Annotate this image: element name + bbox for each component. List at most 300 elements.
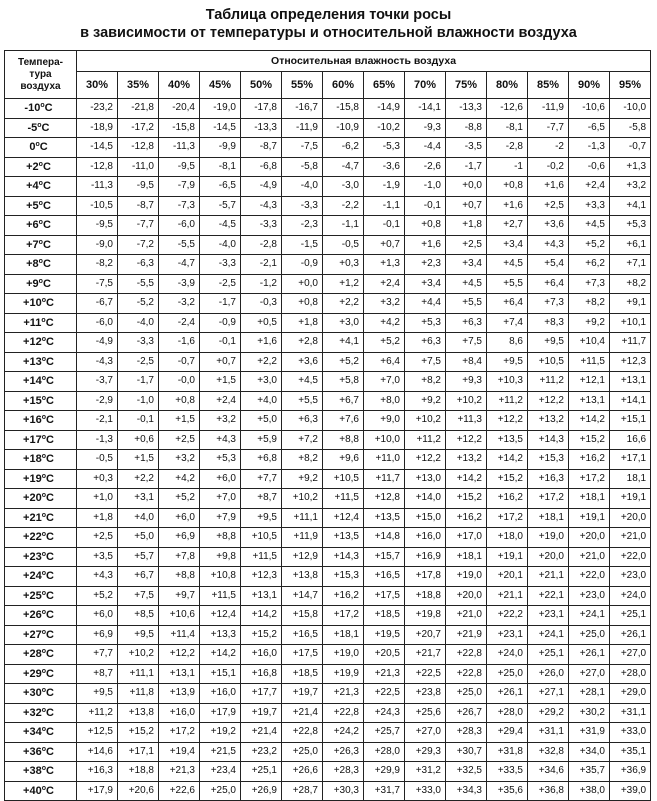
dew-point-cell: +21,9 [446, 625, 487, 645]
dew-point-cell: +22,6 [159, 781, 200, 801]
dew-point-cell: +21,4 [241, 723, 282, 743]
dew-point-cell: +18,1 [323, 625, 364, 645]
table-row [5, 235, 651, 255]
dew-point-cell: +3,3 [569, 196, 610, 216]
dew-point-cell: +1,5 [159, 411, 200, 431]
dew-point-cell: +31,2 [405, 762, 446, 782]
dew-point-cell: +8,8 [323, 430, 364, 450]
table-row [5, 294, 651, 314]
temperature-unit: $^o$C [41, 531, 54, 544]
dew-point-cell: +6,1 [610, 235, 651, 255]
dew-point-cell: +19,7 [241, 703, 282, 723]
dew-point-cell: +3,2 [200, 411, 241, 431]
dew-point-cell: +21,7 [405, 645, 446, 665]
dew-point-cell: +25,0 [282, 742, 323, 762]
dew-point-cell: +19,0 [446, 567, 487, 587]
dew-point-cell: +6,9 [159, 528, 200, 548]
dew-point-cell: +24,1 [528, 625, 569, 645]
temperature-cell [5, 586, 77, 606]
table-row [5, 391, 651, 411]
dew-point-cell: +12,8 [364, 489, 405, 509]
dew-point-cell: +0,7 [446, 196, 487, 216]
dew-point-cell: -5,7 [200, 196, 241, 216]
temperature-cell [5, 411, 77, 431]
dew-point-cell: +26,0 [528, 664, 569, 684]
dew-point-cell: +3,4 [405, 274, 446, 294]
table-row [5, 781, 651, 801]
dew-point-cell: 16,6 [610, 430, 651, 450]
dew-point-cell: +5,5 [282, 391, 323, 411]
dew-point-cell: +12,3 [241, 567, 282, 587]
dew-point-cell: +7,1 [610, 255, 651, 275]
dew-point-cell: +13,5 [487, 430, 528, 450]
dew-point-cell: +13,2 [446, 450, 487, 470]
dew-point-cell: +0,8 [487, 177, 528, 197]
dew-point-cell: -2,2 [323, 196, 364, 216]
dew-point-cell: +13,3 [200, 625, 241, 645]
dew-point-cell: +8,3 [528, 313, 569, 333]
dew-point-cell: -6,5 [200, 177, 241, 197]
dew-point-cell: +11,2 [528, 372, 569, 392]
dew-point-cell: 18,1 [610, 469, 651, 489]
dew-point-cell: -9,9 [200, 138, 241, 158]
dew-point-cell: -16,7 [282, 99, 323, 119]
dew-point-cell: +25,0 [446, 684, 487, 704]
dew-point-cell: +15,3 [323, 567, 364, 587]
dew-point-cell: -3,3 [200, 255, 241, 275]
dew-point-cell: -7,5 [282, 138, 323, 158]
dew-point-cell: -0,1 [200, 333, 241, 353]
dew-point-cell: +10,1 [610, 313, 651, 333]
dew-point-cell: -2,5 [200, 274, 241, 294]
dew-point-cell: +34,6 [528, 762, 569, 782]
dew-point-cell: +2,5 [528, 196, 569, 216]
dew-point-cell: +17,7 [241, 684, 282, 704]
dew-point-cell: +1,6 [528, 177, 569, 197]
dew-point-cell: +21,1 [528, 567, 569, 587]
dew-point-cell: +22,8 [446, 664, 487, 684]
temperature-unit: $^o$C [41, 765, 54, 778]
dew-point-cell: +9,7 [159, 586, 200, 606]
dew-point-cell: -7,7 [118, 216, 159, 236]
dew-point-cell: -2,3 [282, 216, 323, 236]
temperature-cell [5, 489, 77, 509]
dew-point-cell: +11,9 [282, 528, 323, 548]
dew-point-cell: +10,2 [118, 645, 159, 665]
dew-point-cell: +5,3 [200, 450, 241, 470]
dew-point-cell: +2,2 [323, 294, 364, 314]
dew-point-cell: +10,3 [487, 372, 528, 392]
dew-point-cell: +9,2 [405, 391, 446, 411]
dew-point-cell: +6,2 [569, 255, 610, 275]
dew-point-cell: +7,3 [569, 274, 610, 294]
temperature-cell [5, 391, 77, 411]
dew-point-cell: +14,1 [610, 391, 651, 411]
dew-point-cell: -3,5 [446, 138, 487, 158]
dew-point-cell: -1,1 [323, 216, 364, 236]
table-row [5, 352, 651, 372]
dew-point-cell: +9,3 [446, 372, 487, 392]
dew-point-cell: +20,0 [446, 586, 487, 606]
dew-point-cell: +22,8 [446, 645, 487, 665]
temperature-cell [5, 196, 77, 216]
dew-point-cell: -1,1 [364, 196, 405, 216]
dew-point-cell: -2,8 [487, 138, 528, 158]
dew-point-cell: +12,4 [200, 606, 241, 626]
humidity-column-header: 75% [446, 72, 487, 99]
dew-point-cell: +6,4 [487, 294, 528, 314]
dew-point-cell: +11,4 [159, 625, 200, 645]
dew-point-cell: +10,2 [405, 411, 446, 431]
dew-point-cell: +14,2 [200, 645, 241, 665]
dew-point-cell: +17,5 [282, 645, 323, 665]
dew-point-cell: +17,5 [364, 586, 405, 606]
dew-point-cell: +35,6 [487, 781, 528, 801]
temperature-cell [5, 274, 77, 294]
dew-point-cell: -13,3 [241, 118, 282, 138]
dew-point-cell: +22,5 [405, 664, 446, 684]
dew-point-cell: +23,4 [200, 762, 241, 782]
dew-point-cell: +21,0 [569, 547, 610, 567]
dew-point-cell: +0,5 [241, 313, 282, 333]
dew-point-cell: -3,0 [323, 177, 364, 197]
dew-point-cell: -7,2 [118, 235, 159, 255]
dew-point-cell: +4,5 [487, 255, 528, 275]
dew-point-cell: -1,2 [241, 274, 282, 294]
dew-point-cell: -18,9 [77, 118, 118, 138]
dew-point-cell: +6,7 [323, 391, 364, 411]
dew-point-cell: +10,5 [241, 528, 282, 548]
temperature-cell [5, 645, 77, 665]
dew-point-cell: +29,3 [405, 742, 446, 762]
dew-point-cell: -0,5 [323, 235, 364, 255]
dew-point-cell: +22,8 [323, 703, 364, 723]
temperature-value: +24 [23, 570, 42, 583]
temperature-unit: $^o$C [40, 102, 53, 115]
temperature-cell [5, 294, 77, 314]
temperature-value: +40 [23, 784, 42, 797]
dew-point-cell: -6,5 [569, 118, 610, 138]
dew-point-cell: +0,3 [323, 255, 364, 275]
temperature-unit: $^o$C [35, 141, 48, 154]
dew-point-cell: -5,8 [282, 157, 323, 177]
dew-point-cell: +14,8 [364, 528, 405, 548]
temperature-value: +11 [23, 316, 42, 329]
dew-point-cell: -2,1 [77, 411, 118, 431]
dew-point-cell: +9,5 [241, 508, 282, 528]
humidity-column-header: 65% [364, 72, 405, 99]
table-row [5, 255, 651, 275]
table-row [5, 567, 651, 587]
dew-point-cell: +21,0 [446, 606, 487, 626]
dew-point-cell: +26,1 [610, 625, 651, 645]
dew-point-cell: +35,1 [610, 742, 651, 762]
temperature-cell [5, 469, 77, 489]
temperature-unit: $^o$C [41, 589, 54, 602]
temperature-value: +16 [23, 414, 42, 427]
temperature-value: +14 [23, 375, 42, 388]
temperature-cell [5, 235, 77, 255]
dew-point-cell: +13,8 [118, 703, 159, 723]
dew-point-cell: -8,7 [241, 138, 282, 158]
dew-point-cell: +16,5 [282, 625, 323, 645]
dew-point-cell: -8,1 [200, 157, 241, 177]
dew-point-cell: +18,5 [282, 664, 323, 684]
table-row [5, 606, 651, 626]
dew-point-cell: +10,2 [446, 391, 487, 411]
dew-point-cell: +5,7 [118, 547, 159, 567]
dew-point-cell: +12,9 [282, 547, 323, 567]
dew-point-cell: +19,2 [200, 723, 241, 743]
dew-point-cell: +15,2 [118, 723, 159, 743]
dew-point-cell: +17,2 [159, 723, 200, 743]
dew-point-cell: -11,9 [282, 118, 323, 138]
temperature-cell [5, 118, 77, 138]
dew-point-cell: +14,2 [569, 411, 610, 431]
dew-point-cell: +16,0 [200, 684, 241, 704]
temperature-cell [5, 781, 77, 801]
dew-point-cell: -17,2 [118, 118, 159, 138]
dew-point-cell: -4,0 [200, 235, 241, 255]
dew-point-cell: +29,9 [364, 762, 405, 782]
dew-point-cell: +16,2 [446, 508, 487, 528]
table-row [5, 118, 651, 138]
dew-point-cell: +15,8 [282, 606, 323, 626]
temperature-cell [5, 99, 77, 119]
dew-point-cell: -0,3 [241, 294, 282, 314]
dew-point-cell: +11,7 [610, 333, 651, 353]
dew-point-cell: -5,2 [118, 294, 159, 314]
dew-point-cell: +22,2 [487, 606, 528, 626]
temperature-unit: $^o$C [41, 609, 54, 622]
dew-point-cell: +16,2 [487, 489, 528, 509]
temperature-unit: $^o$C [41, 726, 54, 739]
dew-point-cell: -4,4 [405, 138, 446, 158]
dew-point-cell: -4,9 [241, 177, 282, 197]
dew-point-cell: +3,0 [241, 372, 282, 392]
dew-point-cell: -6,0 [159, 216, 200, 236]
dew-point-cell: +5,5 [446, 294, 487, 314]
dew-point-cell: +29,4 [487, 723, 528, 743]
dew-point-cell: +3,1 [118, 489, 159, 509]
dew-point-cell: -0,1 [405, 196, 446, 216]
dew-point-cell: +7,6 [323, 411, 364, 431]
temperature-unit: $^o$C [41, 375, 54, 388]
temperature-cell [5, 606, 77, 626]
dew-point-cell: -0,9 [200, 313, 241, 333]
dew-point-cell: +7,5 [118, 586, 159, 606]
dew-point-cell: +10,2 [282, 489, 323, 509]
dew-point-cell: -6,2 [323, 138, 364, 158]
temperature-value: +21 [23, 511, 42, 524]
dew-point-cell: +18,1 [569, 489, 610, 509]
dew-point-cell: +12,4 [323, 508, 364, 528]
temperature-unit: $^o$C [41, 628, 54, 641]
dew-point-cell: -17,8 [241, 99, 282, 119]
temperature-unit: $^o$C [41, 492, 54, 505]
dew-point-cell: +6,8 [241, 450, 282, 470]
dew-point-cell: +23,1 [487, 625, 528, 645]
temperature-unit: $^o$C [38, 258, 51, 271]
dew-point-cell: -8,2 [77, 255, 118, 275]
dew-point-cell: +13,5 [364, 508, 405, 528]
dew-point-cell: -1,0 [405, 177, 446, 197]
dew-point-cell: +13,1 [569, 391, 610, 411]
dew-point-cell: +2,7 [487, 216, 528, 236]
dew-point-cell: -0,9 [282, 255, 323, 275]
dew-point-cell: -7,3 [159, 196, 200, 216]
table-row [5, 313, 651, 333]
temperature-cell [5, 762, 77, 782]
table-row [5, 508, 651, 528]
dew-point-cell: -4,0 [282, 177, 323, 197]
dew-point-cell: -11,3 [77, 177, 118, 197]
temperature-value: +26 [23, 609, 42, 622]
dew-point-cell: +16,3 [528, 469, 569, 489]
dew-point-cell: -4,3 [77, 352, 118, 372]
temperature-value: +12 [23, 336, 42, 349]
dew-point-cell: +28,1 [569, 684, 610, 704]
temperature-cell [5, 508, 77, 528]
humidity-column-header: 45% [200, 72, 241, 99]
dew-point-cell: +4,5 [446, 274, 487, 294]
dew-point-cell: +31,1 [528, 723, 569, 743]
table-body [5, 99, 651, 801]
dew-point-cell: +8,0 [364, 391, 405, 411]
table-row [5, 489, 651, 509]
temperature-unit: $^o$C [41, 687, 54, 700]
dew-point-table [4, 50, 651, 801]
dew-point-cell: +31,8 [487, 742, 528, 762]
temperature-value: +30 [23, 687, 42, 700]
dew-point-cell: +18,5 [364, 606, 405, 626]
dew-point-cell: +9,2 [282, 469, 323, 489]
dew-point-cell: +2,5 [159, 430, 200, 450]
dew-point-cell: -15,8 [323, 99, 364, 119]
dew-point-cell: -2,4 [159, 313, 200, 333]
dew-point-cell: +28,3 [323, 762, 364, 782]
dew-point-cell: +11,0 [364, 450, 405, 470]
dew-point-cell: -10,2 [364, 118, 405, 138]
dew-point-cell: +11,2 [405, 430, 446, 450]
dew-point-cell: -1,9 [364, 177, 405, 197]
dew-point-cell: -12,6 [487, 99, 528, 119]
dew-point-cell: +9,5 [118, 625, 159, 645]
dew-point-cell: +22,1 [528, 586, 569, 606]
dew-point-cell: +5,2 [569, 235, 610, 255]
dew-point-cell: -12,8 [77, 157, 118, 177]
dew-point-cell: +0,3 [77, 469, 118, 489]
dew-point-cell: +12,2 [405, 450, 446, 470]
dew-point-cell: -21,8 [118, 99, 159, 119]
dew-point-cell: -12,8 [118, 138, 159, 158]
dew-point-cell: +11,5 [569, 352, 610, 372]
dew-point-cell: +15,0 [405, 508, 446, 528]
dew-point-cell: +12,2 [446, 430, 487, 450]
dew-point-cell: -6,3 [118, 255, 159, 275]
dew-point-cell: +6,4 [364, 352, 405, 372]
dew-point-cell: +27,0 [405, 723, 446, 743]
temperature-cell [5, 352, 77, 372]
temperature-value: +38 [23, 765, 42, 778]
dew-point-cell: -14,5 [200, 118, 241, 138]
dew-point-cell: -1,7 [200, 294, 241, 314]
temperature-cell [5, 567, 77, 587]
dew-point-cell: +5,2 [323, 352, 364, 372]
dew-point-cell: +26,1 [487, 684, 528, 704]
dew-point-cell: +6,0 [77, 606, 118, 626]
dew-point-cell: +11,1 [118, 664, 159, 684]
dew-point-cell: +19,0 [528, 528, 569, 548]
dew-point-cell: +31,9 [569, 723, 610, 743]
dew-point-cell: -5,8 [610, 118, 651, 138]
table-row [5, 216, 651, 236]
dew-point-cell: +11,7 [364, 469, 405, 489]
dew-point-cell: +29,0 [610, 684, 651, 704]
dew-point-cell: +16,5 [364, 567, 405, 587]
dew-point-cell: +8,7 [241, 489, 282, 509]
dew-point-cell: +23,2 [241, 742, 282, 762]
dew-point-cell: +15,7 [364, 547, 405, 567]
temperature-unit: $^o$C [41, 511, 54, 524]
temperature-unit: $^o$C [38, 238, 51, 251]
dew-point-cell: +21,3 [159, 762, 200, 782]
dew-point-cell: +22,0 [569, 567, 610, 587]
dew-point-cell: +28,0 [610, 664, 651, 684]
dew-point-cell: -8,1 [487, 118, 528, 138]
dew-point-cell: +0,7 [364, 235, 405, 255]
dew-point-cell: -14,9 [364, 99, 405, 119]
dew-point-cell: +1,6 [405, 235, 446, 255]
dew-point-cell: +5,0 [118, 528, 159, 548]
temperature-cell [5, 430, 77, 450]
dew-point-cell: -3,2 [159, 294, 200, 314]
table-row [5, 625, 651, 645]
dew-point-cell: +16,8 [241, 664, 282, 684]
dew-point-cell: -1,6 [159, 333, 200, 353]
dew-point-cell: +18,0 [487, 528, 528, 548]
dew-point-cell: +0,0 [446, 177, 487, 197]
dew-point-cell: +14,7 [282, 586, 323, 606]
dew-point-cell: +20,6 [118, 781, 159, 801]
dew-point-cell: +2,3 [405, 255, 446, 275]
dew-point-cell: +6,0 [200, 469, 241, 489]
dew-point-cell: +19,7 [282, 684, 323, 704]
dew-point-cell: -4,7 [159, 255, 200, 275]
dew-point-cell: +17,2 [323, 606, 364, 626]
dew-point-cell: -7,5 [77, 274, 118, 294]
dew-point-cell: -3,3 [118, 333, 159, 353]
dew-point-cell: +1,6 [487, 196, 528, 216]
dew-point-cell: +19,1 [569, 508, 610, 528]
dew-point-cell: +12,5 [77, 723, 118, 743]
temperature-value: +19 [23, 472, 42, 485]
dew-point-cell: +7,3 [528, 294, 569, 314]
table-row [5, 333, 651, 353]
dew-point-cell: +9,5 [487, 352, 528, 372]
dew-point-cell: +24,3 [364, 703, 405, 723]
dew-point-cell: +22,0 [610, 547, 651, 567]
dew-point-cell: +7,8 [159, 547, 200, 567]
dew-point-cell: +9,8 [200, 547, 241, 567]
temperature-unit: $^o$C [41, 394, 54, 407]
dew-point-cell: -9,5 [159, 157, 200, 177]
temperature-value: +8 [26, 258, 39, 271]
dew-point-cell: -1,0 [118, 391, 159, 411]
dew-point-cell: +19,1 [610, 489, 651, 509]
dew-point-cell: +12,1 [569, 372, 610, 392]
temperature-cell [5, 177, 77, 197]
